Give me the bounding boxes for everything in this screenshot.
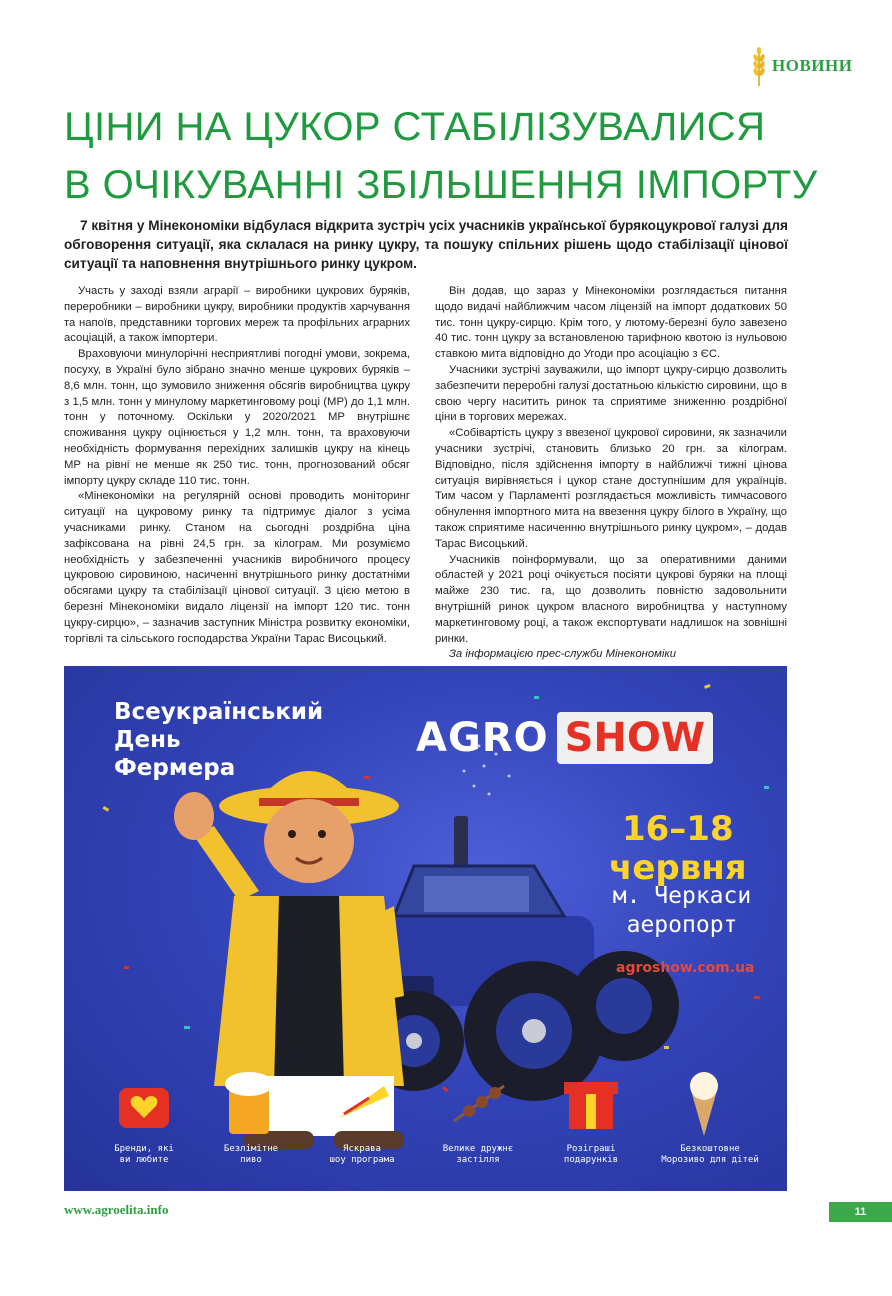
feature-caption: Бренди, які ви любите	[114, 1144, 174, 1165]
paragraph: Він додав, що зараз у Мінекономіки розглядається питання щодо видачі найближчим часом ліцензій на імпорт додаткових 50 тис. тонн цукру-сирцю. Крім того, у лютому-березні було завезено 40 тис. тонн цукру за встановленою тарифною квотою із нульовою ставкою мита відповідно до Угоди про асоціацію з ЄС.	[435, 285, 787, 361]
feature-caption: Велике дружнє застілля	[442, 1144, 514, 1165]
article-lead: 7 квітня у Мінекономіки відбулася відкрита зустріч усіх учасників української бурякоцукрової галузі для обговорення ситуації, яка склалася на ринку цукру, та пошуку спільних рішень щодо стабілізації цінової ситуації та наповнення внутрішнього ринку цукром.	[64, 218, 788, 271]
headline-line-1: ЦІНИ НА ЦУКОР СТАБІЛІЗУВАЛИСЯ	[64, 105, 766, 149]
agroshow-logo	[416, 712, 713, 764]
paragraph: «Собівартість цукру з ввезеної цукрової сировини, як зазначили учасники зустрічі, становить близько 20 грн. за кілограм. Відповідно, після здійснення імпорту в найближчі тижні цінова ситуація вирівняється і цукор стане доступнішим для українців. Тим часом у Парламенті розглядається можливість тимчасового обнулення імпортного мита на ввезення цукру білого в Україну, що також сприятиме насиченню внутрішнього ринку цукром», – додав Тарас Висоцький.	[435, 427, 787, 550]
event-location	[592, 882, 772, 940]
event-city: м. Черкаси	[612, 883, 752, 909]
paragraph: Учасники зустрічі зауважили, що імпорт цукру-сирцю дозволить забезпечити переробні галузі достатньою кількістю сировини, що в свою чергу наситить ринок та сприятиме зниженню роздрібної ціни в торгових мережах.	[435, 363, 787, 424]
paragraph: Участь у заході взяли аграрії – виробники цукрових буряків, переробники – виробники цукру, виробники продуктів харчування та напоїв, представники торгових мереж та профільних аграрних асоціацій, а також імпортери.	[64, 285, 410, 345]
paragraph: Враховуючи минулорічні несприятливі погодні умови, зокрема, посуху, в Україні було зібрано значно менше цукрових буряків – 8,6 млн. тонн, що зумовило зниження обсягів виробництва цукру з 1,5 млн. тонн у минулому маркетинговому році (МР) до 1,1 млн. тонн у поточному. Оскільки у 2020/2021 МР внутрішнє споживання цукру оцінюється у 1,2 млн. тонн, та враховуючи необхідність формування перехідних залишків цукру на кінець МР на рівні не менше як 250 тис. тонн, прогнозований обсяг імпорту цукру складе 110 тис. тонн.	[64, 348, 410, 487]
section-label: НОВИНИ	[772, 56, 853, 75]
article-source: За інформацією прес-служби Мінекономіки	[449, 648, 677, 661]
feature-caption: Безлімітне пиво	[223, 1144, 279, 1165]
article-column-right	[435, 284, 787, 663]
logo-agro: AGRO	[416, 715, 549, 761]
paragraph: Учасників поінформували, що за оперативними даними областей у 2021 році очікується посіяти цукрові буряки на площі майже 230 тис. га, що дозволить повністю задовольнити внутрішній ринок цукром власного виробництва у наступному маркетинговому році, а також експортувати надлишок на зовнішні ринки.	[435, 553, 787, 645]
headline-line-2: В ОЧІКУВАННІ ЗБІЛЬШЕННЯ ІМПОРТУ	[64, 163, 818, 207]
event-title: Всеукраїнський День Фермера	[114, 699, 324, 781]
footer-website[interactable]: www.agroelita.info	[64, 1202, 169, 1217]
section-tag	[748, 46, 852, 86]
event-month: червня	[609, 848, 747, 888]
logo-show: SHOW	[557, 712, 713, 764]
page-number: 11	[829, 1202, 892, 1222]
agroshow-poster	[64, 666, 787, 1191]
event-website: agroshow.com.ua	[616, 960, 755, 976]
event-dates	[609, 810, 747, 888]
paragraph: «Мінекономіки на регулярній основі проводить моніторинг ситуації на цукровому ринку та підтримує діалог з усіма учасниками ринку. Станом на сьогодні роздрібна ціна зафіксована на рівні 24,5 грн. за кілограм. Ми розуміємо необхідність у забезпеченні учасників виробничого процесу цукровою сировиною, насиченні внутрішнього ринку достатніми обсягами цукру та стабілізації цінової ситуації. З цією метою в березні Мінекономіки видало ліцензії на імпорт 120 тис. тонн цукру-сирцю», – зазначив заступник Міністра розвитку економіки, торгівлі та сільського господарства України Тарас Висоцький.	[64, 490, 410, 645]
farmer-character	[174, 771, 404, 1149]
feature-caption: Розіграші подарунків	[563, 1144, 619, 1165]
feature-caption: Безкоштовне Морозиво для дітей	[661, 1144, 759, 1165]
feature-caption: Яскрава шоу програма	[329, 1144, 395, 1165]
article-column-left	[64, 284, 410, 647]
wheat-ear-icon	[748, 46, 770, 86]
article-headline	[64, 98, 854, 214]
event-venue: аеропорт	[626, 912, 738, 938]
event-days: 16–18	[621, 809, 734, 849]
